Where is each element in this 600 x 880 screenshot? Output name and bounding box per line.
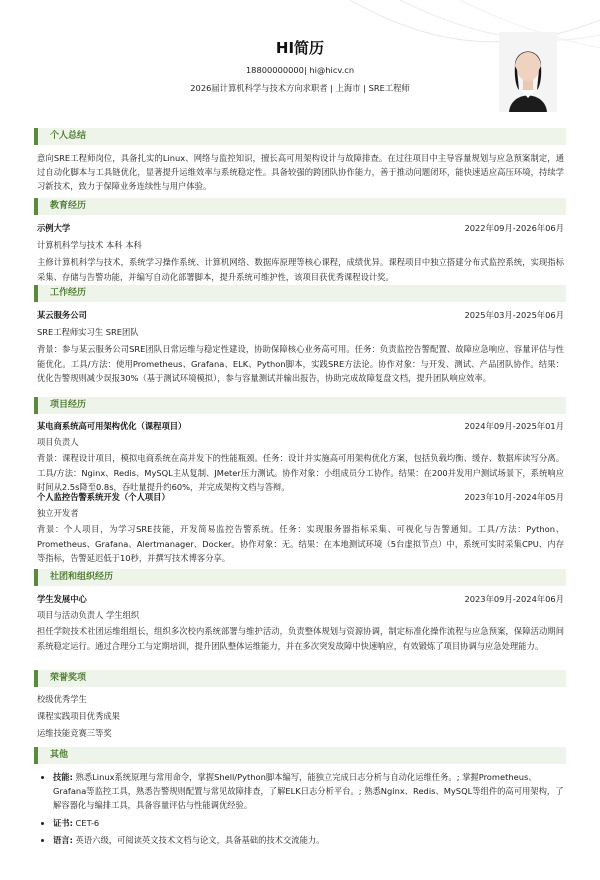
project-desc: 背景：个人项目，为学习SRE技能，开发简易监控告警系统。任务：实现服务器指标采集、可视化与告警通知。工具/方法：Python、Prometheus、Grafana、Alertmanager、Docker。协作对象：无。结果：在本地测试环境（5台虚拟节点）中，系统可实时采集CPU、内存等指标，告警延迟低于10秒，并撰写技术博客分享。 [37, 524, 564, 563]
summary-block [37, 151, 564, 194]
project-name: 个人监控告警系统开发（个人项目） [37, 492, 170, 502]
section-work [34, 285, 566, 302]
resume-header [0, 0, 600, 120]
clubs-block [37, 592, 564, 653]
section-bar [34, 569, 38, 586]
project-role: 项目负责人 [37, 437, 79, 448]
award-item: 运维技能竞赛三等奖 [37, 728, 112, 739]
school-name: 示例大学 [37, 223, 71, 233]
other-item-skills [53, 770, 564, 813]
org-name: 学生发展中心 [37, 594, 87, 604]
section-bar [34, 198, 38, 215]
section-title: 荣誉奖项 [50, 673, 87, 683]
section-awards [34, 670, 566, 687]
work-block [37, 308, 564, 385]
profile-photo [499, 32, 557, 112]
other-text: 英语六级，可阅读英文技术文档与论文，具备基础的技术交流能力。 [72, 834, 325, 845]
work-role: SRE工程师实习生 SRE团队 [37, 327, 139, 338]
section-bar [34, 397, 38, 414]
section-title: 其他 [50, 750, 69, 760]
section-bar [34, 670, 38, 687]
education-major: 计算机科学与技术 本科 本科 [37, 240, 142, 251]
section-title: 教育经历 [50, 201, 87, 211]
other-label: 证书: [53, 817, 73, 828]
project-date: 2023年10月-2024年05月 [464, 492, 564, 502]
clubs-role: 项目与活动负责人 学生组织 [37, 610, 140, 621]
project-role: 独立开发者 [37, 508, 79, 519]
section-other [34, 747, 566, 764]
project-item [37, 419, 564, 494]
section-title: 个人总结 [50, 131, 87, 141]
summary-text: 意向SRE工程师岗位，具备扎实的Linux、网络与监控知识，擅长高可用架构设计与故障排查。在过往项目中主导容量规划与应急预案制定，通过自动化脚本与工具链优化，显著提升运维效率与系统稳定性。具备较强的跨团队协作能力，善于推动问题闭环，能快速适应高压环境，持续学习新技术，致力于保障业务连续性与用户体验。 [37, 153, 564, 192]
company-name: 某云服务公司 [37, 310, 87, 320]
job-intent: 2026届计算机科学与技术方向求职者 | 上海市 | SRE工程师 [190, 83, 410, 93]
award-item: 课程实践项目优秀成果 [37, 711, 120, 722]
section-bar [34, 128, 38, 145]
project-date: 2024年09月-2025年01月 [464, 421, 564, 431]
section-title: 工作经历 [50, 288, 87, 298]
section-summary [34, 128, 566, 145]
other-text: CET-6 [72, 817, 100, 828]
work-desc: 背景：参与某云服务公司SRE团队日常运维与稳定性建设，协助保障核心业务高可用。任务：负责监控告警配置、故障应急响应、容量评估与性能优化。工具/方法：使用Prometheus、Grafana、ELK、Python脚本，实践SRE方法论。协作对象：与开发、测试、产品团队协作。结果：优化告警规则减少误报30%（基于测试环境模拟），参与容量测试并输出报告，协助完成故障复盘文档，提升团队响应效率。 [37, 344, 564, 383]
section-title: 项目经历 [50, 400, 87, 410]
section-bar [34, 747, 38, 764]
section-title: 社团和组织经历 [50, 572, 114, 582]
other-label: 语言: [53, 834, 73, 845]
other-item-cert [53, 816, 564, 830]
contact-info: 18800000000| hi@hicv.cn [245, 65, 355, 75]
section-education [34, 198, 566, 215]
section-projects [34, 397, 566, 414]
other-text: 熟悉Linux系统原理与常用命令，掌握Shell/Python脚本编写，能独立完成日志分析与自动化运维任务。; 掌握Prometheus、Grafana等监控工具，熟悉告警规则配置与常见故障排查，了解ELK日志分析平台。; 熟悉Nginx、Redis、MySQL等组件的高可用架构，了解容器化与编排工具，具备容量评估与性能调优经验。 [53, 772, 564, 811]
awards-block [37, 692, 564, 741]
clubs-date: 2023年09月-2024年06月 [464, 594, 564, 604]
clubs-desc: 担任学院技术社团运维组组长，组织多次校内系统部署与维护活动，负责整体规划与资源协调，制定标准化操作流程与应急预案，保障活动期间系统稳定运行。通过合理分工与定期培训，提升团队整体运维能力，并在多次突发故障中快速响应，有效锻炼了项目协调与应急处理能力。 [37, 626, 564, 651]
education-date: 2022年09月-2026年06月 [464, 223, 564, 233]
award-item: 校级优秀学生 [37, 694, 87, 704]
header-decoration [340, 0, 600, 70]
other-item-language [53, 833, 564, 847]
section-bar [34, 285, 38, 302]
project-desc: 背景：课程设计项目，模拟电商系统在高并发下的性能瓶颈。任务：设计并实施高可用架构优化方案，包括负载均衡、缓存、数据库读写分离。工具/方法：Nginx、Redis、MySQL主从复制、JMeter压力测试。协作对象：小组成员分工协作。结果：在200并发用户测试场景下，系统响应时间从2.5s降至0.8s，吞吐量提升约60%，并完成架构文档与答辩。 [37, 453, 564, 492]
other-block [37, 770, 564, 850]
project-name: 某电商系统高可用架构优化（课程项目） [37, 421, 187, 431]
education-desc: 主修计算机科学与技术，系统学习操作系统、计算机网络、数据库原理等核心课程，成绩优异。课程项目中独立搭建分布式监控系统，实现指标采集、存储与告警功能，并编写自动化部署脚本，提升系统可维护性，该项目获优秀课程设计奖。 [37, 257, 564, 282]
other-label: 技能: [53, 772, 73, 782]
section-clubs [34, 569, 566, 586]
candidate-name: HI简历 [275, 39, 325, 57]
education-block [37, 221, 564, 284]
project-item [37, 490, 564, 565]
work-date: 2025年03月-2025年06月 [464, 310, 564, 320]
